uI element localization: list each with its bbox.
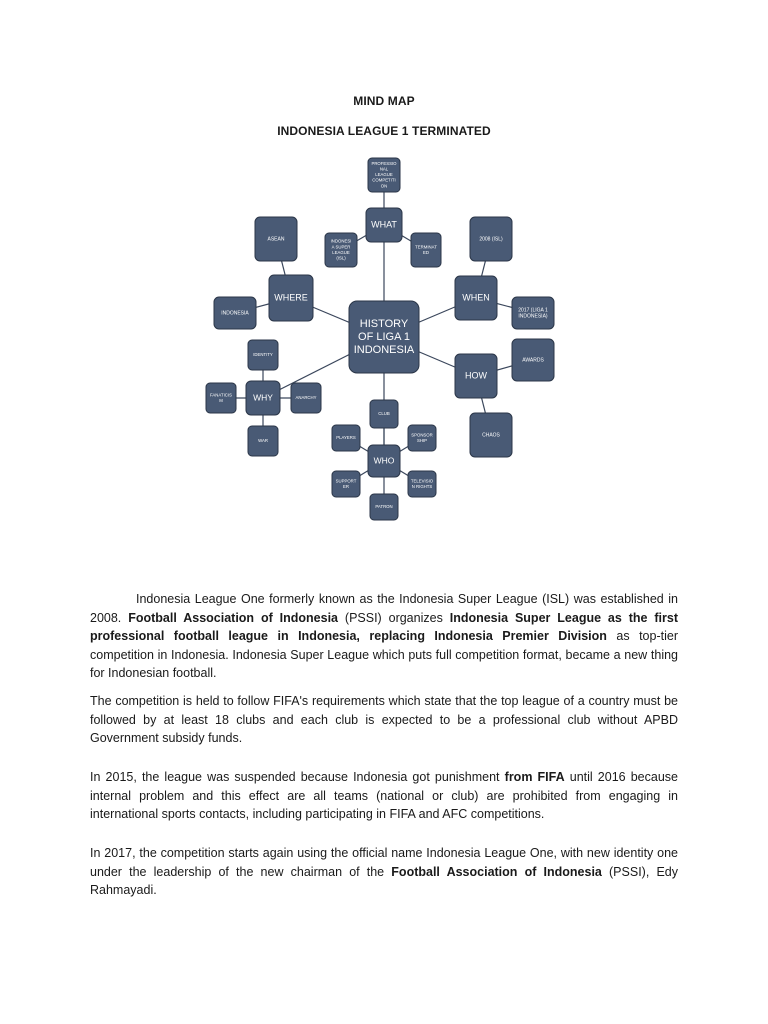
paragraph-1-text-a: Indonesia League One formerly known as the Indonesia Super League (ISL) was established in 2008. — [90, 592, 678, 625]
node-war-label: WAR — [258, 438, 268, 444]
node-professional-label: ON — [380, 183, 388, 189]
node-supporter-label: SUPPORT — [335, 478, 357, 484]
paragraph-1-bold-a: Football Association of Indonesia — [128, 610, 339, 625]
node-professional — [368, 158, 400, 192]
node-asean-label: ASEAN — [267, 236, 285, 243]
node-television — [408, 471, 436, 497]
paragraph-1 — [90, 590, 678, 683]
paragraph-4-bold-a: Football Association of Indonesia — [391, 864, 602, 879]
node-isl-label: LEAGUE — [332, 249, 350, 255]
node-fanaticism-label: FANATICIS — [210, 392, 232, 398]
node-isl — [325, 233, 357, 267]
node-identity — [248, 340, 278, 370]
paragraph-1-text-b: (PSSI) organizes — [338, 610, 450, 625]
node-center-label: INDONESIA — [353, 343, 415, 356]
node-center-label: HISTORY — [359, 317, 409, 330]
node-television-label: N RIGHTS — [411, 483, 433, 489]
node-center-label: OF LIGA 1 — [358, 330, 410, 343]
node-y2017 — [512, 297, 554, 329]
document-subtitle: INDONESIA LEAGUE 1 TERMINATED — [277, 124, 491, 138]
node-professional-label: NAL — [379, 166, 389, 172]
node-how — [455, 354, 497, 398]
node-supporter — [332, 471, 360, 497]
node-war — [248, 426, 278, 456]
node-chaos — [470, 413, 512, 457]
node-sponsorship — [408, 425, 436, 451]
paragraph-3-text-b: until 2016 because internal problem and this effect are all teams (national or club) are prohibited from engaging in international sports contacts, including participating in FIFA and AFC competitions. — [90, 770, 678, 821]
node-indonesia-label: INDONESIA — [221, 310, 249, 317]
paragraph-4-text-a: In 2017, the competition starts again using the official name Indonesia League One, with new identity one under the leadership of the new chairman of the — [90, 846, 678, 879]
paragraph-2: The competition is held to follow FIFA's requirements which state that the top league of a country must be followed by at least 18 clubs and each club is expected to be a professional club without APBD Government subsidy funds. — [90, 694, 678, 745]
node-y2008-label: 2008 (ISL) — [479, 236, 503, 243]
node-awards-label: AWARDS — [522, 357, 544, 364]
node-club — [370, 400, 398, 428]
node-supporter-label: ER — [343, 483, 349, 489]
node-terminated — [411, 233, 441, 267]
node-anarchy-label: ANARCHY — [295, 395, 317, 401]
node-why — [246, 381, 280, 415]
node-isl-label: INDONESI — [330, 238, 352, 244]
node-why-label: WHY — [253, 392, 273, 403]
node-what — [366, 208, 402, 242]
node-sponsorship-label: SHIP — [416, 437, 428, 443]
paragraph-3-text-a: In 2015, the league was suspended because Indonesia got punishment — [90, 770, 505, 784]
node-professional-label: LEAGUE — [375, 172, 393, 178]
node-professional-label: PROFESSIO — [371, 160, 397, 166]
node-center — [349, 301, 419, 373]
node-patron-label: PATRON — [375, 504, 393, 510]
paragraph-1-text-c: as top-tier competition in Indonesia. Indonesia Super League which puts full competition format, became a new thing for Indonesian football. — [90, 629, 678, 680]
node-what-label: WHAT — [371, 219, 397, 230]
document-title: MIND MAP — [353, 94, 415, 108]
node-identity-label: IDENTITY — [253, 352, 273, 358]
paragraph-4 — [90, 844, 678, 900]
node-chaos-label: CHAOS — [482, 432, 500, 439]
node-fanaticism-label: M — [219, 397, 223, 403]
node-isl-label: (ISL) — [336, 255, 346, 261]
node-club-label: CLUB — [378, 411, 390, 417]
paragraph-4-text-b: (PSSI), Edy Rahmayadi. — [90, 864, 678, 897]
node-y2008 — [470, 217, 512, 261]
node-where — [269, 275, 313, 321]
node-when-label: WHEN — [462, 292, 490, 303]
node-how-label: HOW — [465, 370, 487, 381]
node-fanaticism — [206, 383, 236, 413]
node-who-label: WHO — [373, 455, 395, 466]
node-y2017-label: 2017 (LIGA 1 — [518, 307, 548, 314]
node-players-label: PLAYERS — [336, 435, 356, 441]
node-players — [332, 425, 360, 451]
node-terminated-label: ED — [423, 249, 429, 255]
node-anarchy — [291, 383, 321, 413]
node-patron — [370, 494, 398, 520]
node-terminated-label: TERMINAT — [415, 244, 437, 250]
paragraph-1-bold-b: Indonesia Super League as the first professional football league in Indonesia, replacing Indonesia Premier Division — [90, 610, 678, 643]
node-isl-label: A SUPER — [331, 244, 351, 250]
node-television-label: TELEVISIO — [410, 478, 434, 484]
paragraph-3 — [90, 768, 678, 824]
node-awards — [512, 339, 554, 381]
node-asean — [255, 217, 297, 261]
paragraph-3-bold-a: from FIFA — [504, 770, 565, 784]
node-professional-label: COMPETITI — [372, 177, 396, 183]
node-y2017-label: INDONESIA) — [518, 313, 548, 320]
node-who — [368, 445, 400, 477]
node-sponsorship-label: SPONSOR — [411, 432, 433, 438]
node-when — [455, 276, 497, 320]
node-where-label: WHERE — [274, 292, 308, 303]
node-indonesia — [214, 297, 256, 329]
